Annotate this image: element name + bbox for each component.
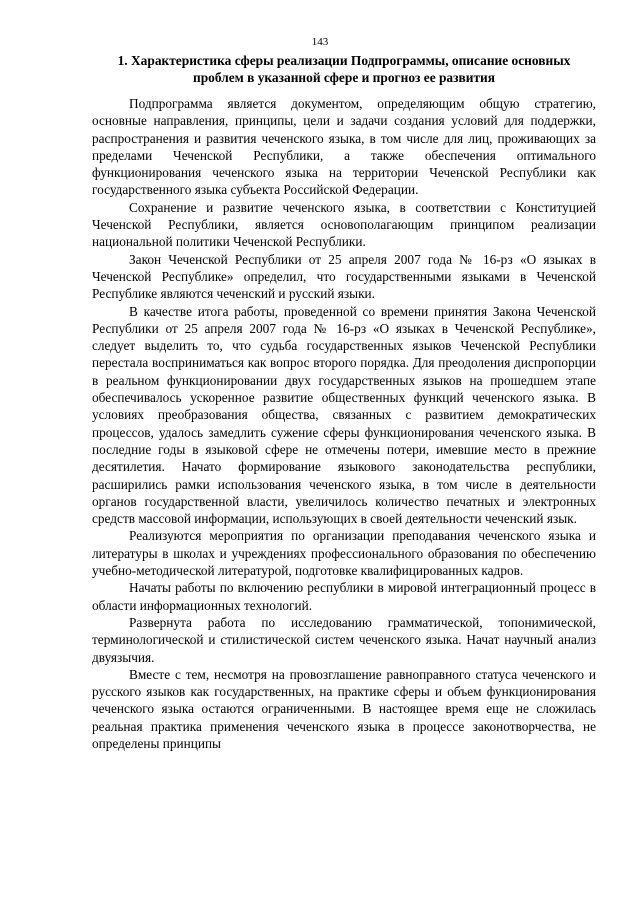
paragraph: Подпрограмма является документом, определяющим общую стратегию, основные направления, принципы, цели и задачи создания условий для поддержки, распространения и развития чеченского языка, в том числе для лиц, проживающих за пределами Чеченской Республики, а также обеспечения оптимального функционирования чеченского языка на территории Чеченской Республики как государственного языка субъекта Российской Федерации. [92,96,596,198]
paragraph: Реализуются мероприятия по организации преподавания чеченского языка и литературы в школах и учреждениях профессионального образования по обеспечению учебно-методической литературой, подготовке квалифицированных кадров. [92,528,596,579]
page-number: 143 [311,36,329,48]
section-title: 1. Характеристика сферы реализации Подпрограммы, описание основных проблем в указанной сфере и прогноз ее развития [117,53,571,85]
paragraph: Сохранение и развитие чеченского языка, в соответствии с Конституцией Чеченской Республики, является основополагающим принципом реализации национальной политики Чеченской Республики. [92,199,596,250]
paragraph: В качестве итога работы, проведенной со времени принятия Закона Чеченской Республики от 25 апреля 2007 года № 16-рз «О языках в Чеченской Республике», следует выделить то, что судьба государственных языков Чеченской Республики перестала восприниматься как вопрос второго порядка. Для преодоления диспропорции в реальном функционировании двух государственных языков на прошедшем этапе обеспечивалось ускоренное развитие общественных функций чеченского языка. В условиях преобразования общества, связанных с развитием демократических процессов, удалось замедлить сужение сферы функционирования чеченского языка. В последние годы в языковой сфере не отмечены потери, имевшие место в прежние десятилетия. Начато формирование языкового законодательства республики, расширились рамки использования чеченского языка, в том числе в деятельности органов государственной власти, увеличилось количество печатных и электронных средств массовой информации, использующих в своей деятельности чеченский язык. [92,303,596,527]
paragraph: Закон Чеченской Республики от 25 апреля 2007 года № 16-рз «О языках в Чеченской Республике» определил, что государственными языками в Чеченской Республике являются чеченский и русский языки. [92,251,596,302]
paragraph: Вместе с тем, несмотря на провозглашение равноправного статуса чеченского и русского языков как государственных, на практике сферы и объем функционирования чеченского языка остаются ограниченными. В настоящее время еще не сложилась реальная практика применения чеченского языка в процессе законотворчества, не определены принципы [92,666,596,751]
paragraph: Начаты работы по включению республики в мировой интеграционный процесс в области информационных технологий. [92,580,596,613]
paragraph: Развернута работа по исследованию грамматической, топонимической, терминологической и стилистической систем чеченского языка. Начат научный анализ двуязычия. [92,614,596,665]
body-text [92,95,596,752]
